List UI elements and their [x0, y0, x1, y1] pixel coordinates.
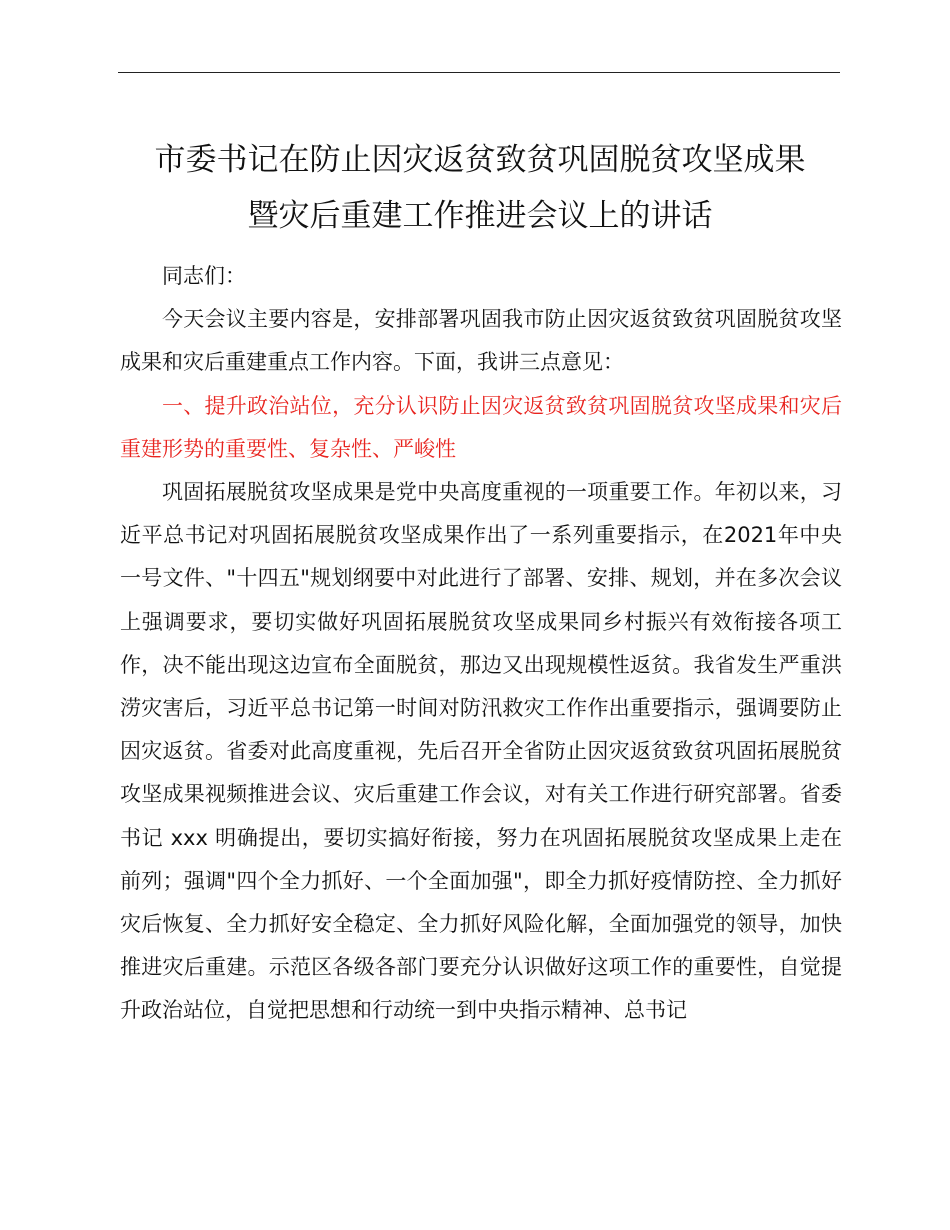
intro-paragraph: 今天会议主要内容是，安排部署巩固我市防止因灾返贫致贫巩固脱贫攻坚成果和灾后重建重点工作内容。下面，我讲三点意见： — [120, 307, 842, 375]
document-body — [120, 255, 842, 1033]
salutation: 同志们： — [162, 264, 246, 288]
section-1-paragraph: 巩固拓展脱贫攻坚成果是党中央高度重视的一项重要工作。年初以来，习近平总书记对巩固拓展脱贫攻坚成果作出了一系列重要指示，在2021年中央一号文件、"十四五"规划纲要中对此进行了部署、安排、规划，并在多次会议上强调要求，要切实做好巩固拓展脱贫攻坚成果同乡村振兴有效衔接各项工作，决不能出现这边宣布全面脱贫，那边又出现规模性返贫。我省发生严重洪涝灾害后，习近平总书记第一时间对防汛救灾工作作出重要指示，强调要防止因灾返贫。省委对此高度重视，先后召开全省防止因灾返贫致贫巩固拓展脱贫攻坚成果视频推进会议、灾后重建工作会议，对有关工作进行研究部署。省委书记 xxx 明确提出，要切实搞好衔接，努力在巩固拓展脱贫攻坚成果上走在前列；强调"四个全力抓好、一个全面加强"，即全力抓好疫情防控、全力抓好灾后恢复、全力抓好安全稳定、全力抓好风险化解，全面加强党的领导，加快推进灾后重建。示范区各级各部门要充分认识做好这项工作的重要性，自觉提升政治站位，自觉把思想和行动统一到中央指示精神、总书记 — [120, 480, 842, 1023]
title-line-2: 暨灾后重建工作推进会议上的讲话 — [247, 198, 713, 234]
page-title — [110, 132, 850, 244]
title-line-1: 市委书记在防止因灾返贫致贫巩固脱贫攻坚成果 — [154, 142, 806, 178]
section-heading-1: 一、提升政治站位，充分认识防止因灾返贫致贫巩固脱贫攻坚成果和灾后重建形势的重要性、复杂性、严峻性 — [120, 393, 842, 461]
header-rule — [118, 72, 840, 73]
